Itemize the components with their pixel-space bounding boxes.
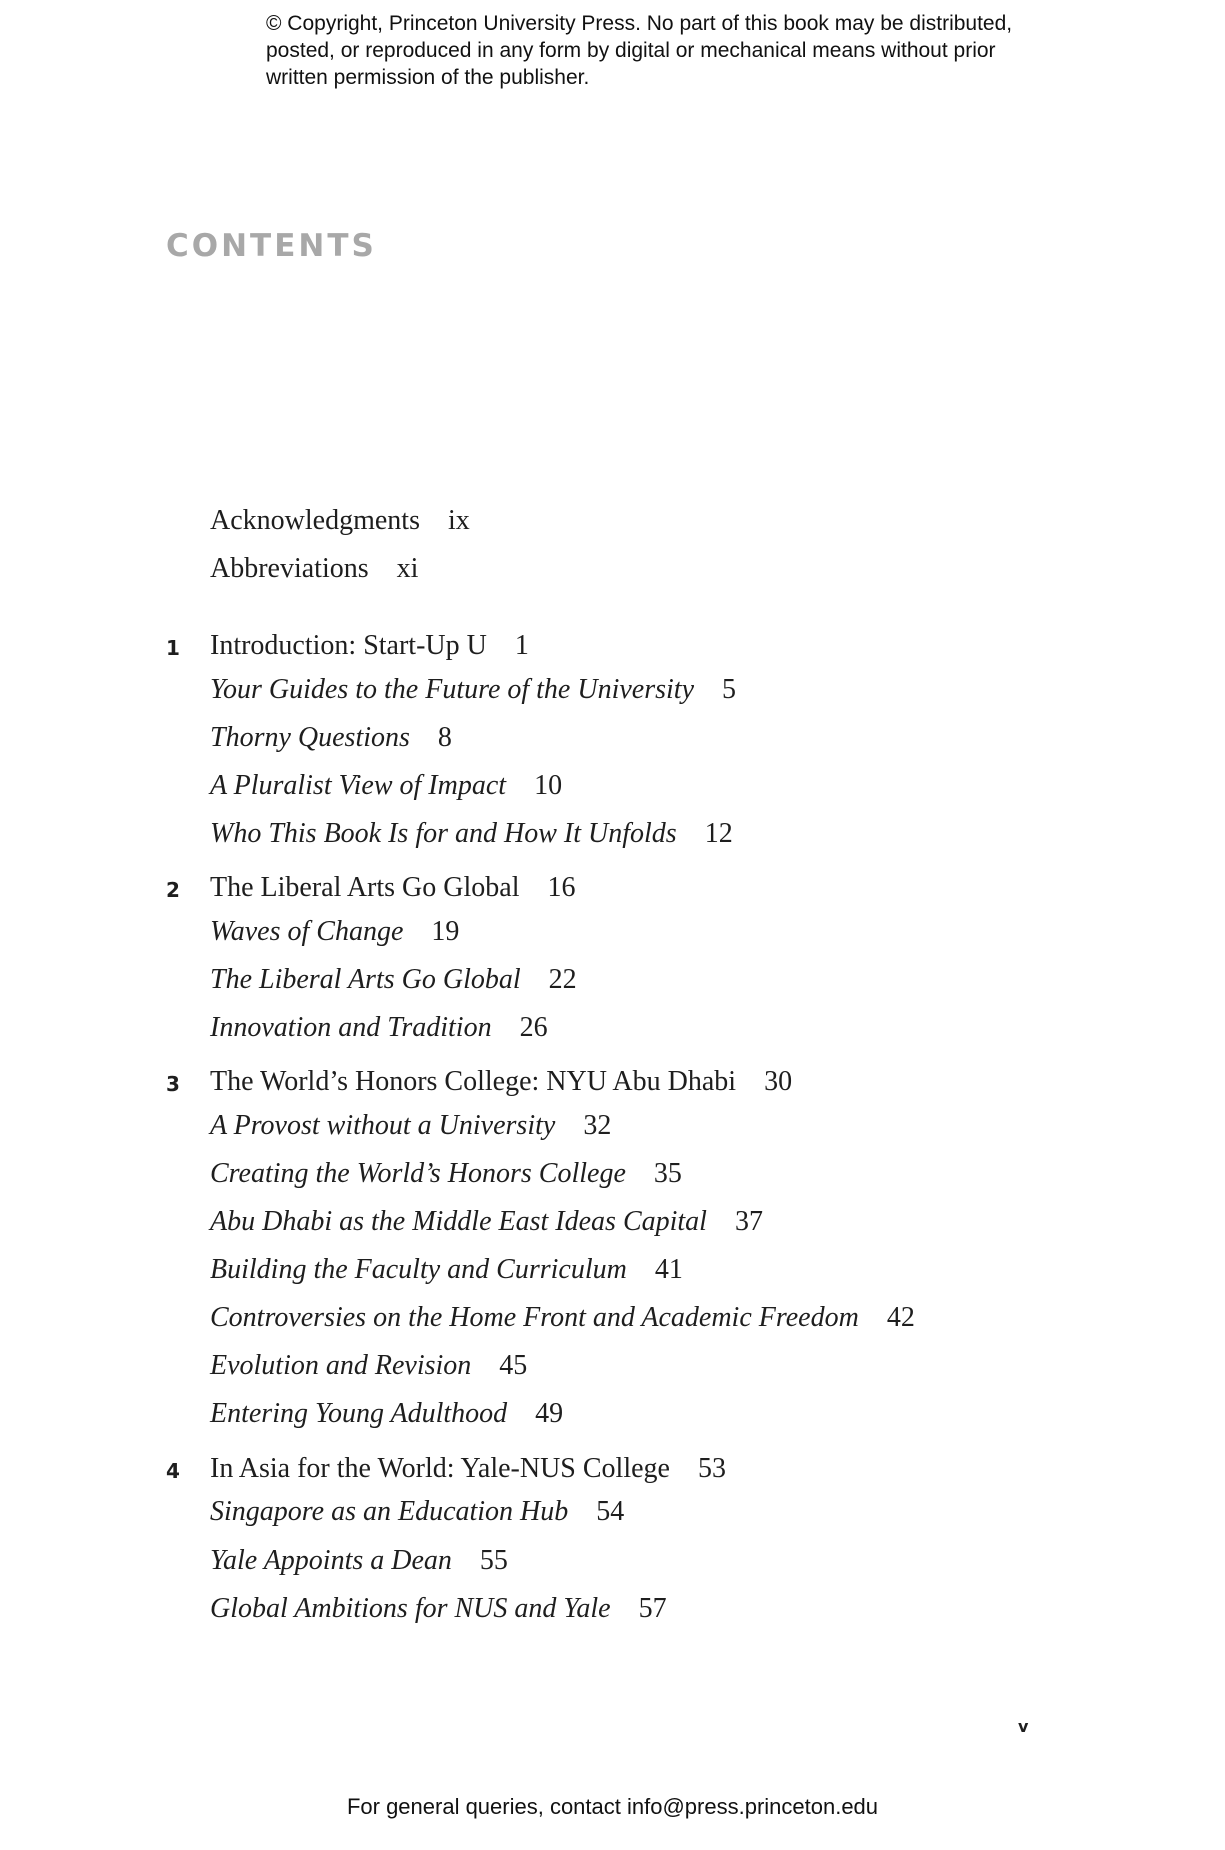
- toc-section-title: Controversies on the Home Front and Academic Freedom: [210, 1302, 859, 1333]
- page-title: CONTENTS: [166, 228, 377, 264]
- toc-section[interactable]: [210, 1012, 548, 1044]
- toc-chapter-3[interactable]: [210, 1066, 792, 1098]
- toc-page-number: 49: [535, 1398, 564, 1429]
- toc-section-title: Creating the World’s Honors College: [210, 1158, 626, 1189]
- toc-page-number: 8: [437, 722, 452, 753]
- toc-section-title: Innovation and Tradition: [210, 1012, 492, 1043]
- toc-page-number: 42: [886, 1302, 915, 1333]
- toc-section-title: Yale Appoints a Dean: [210, 1545, 452, 1576]
- toc-page-number: 16: [547, 872, 576, 903]
- toc-entry-acknowledgments[interactable]: [210, 505, 470, 537]
- toc-section-title: Evolution and Revision: [210, 1350, 472, 1381]
- toc-page-number: 41: [654, 1254, 683, 1285]
- toc-section-title: Building the Faculty and Curriculum: [210, 1254, 627, 1285]
- toc-chapter-1[interactable]: [210, 630, 529, 662]
- toc-page-number: xi: [396, 553, 419, 584]
- toc-section-title: Waves of Change: [210, 916, 404, 947]
- toc-section-title: Thorny Questions: [210, 722, 410, 753]
- footer-contact: For general queries, contact info@press.princeton.edu: [346, 1794, 879, 1819]
- chapter-number: 4: [166, 1459, 180, 1483]
- toc-section[interactable]: [210, 1158, 682, 1190]
- toc-section-title: A Provost without a University: [210, 1110, 556, 1141]
- toc-section[interactable]: [210, 1254, 683, 1286]
- chapter-number: 2: [166, 878, 180, 902]
- toc-chapter-title: Introduction: Start-Up U: [210, 630, 487, 661]
- toc-chapter-title: The Liberal Arts Go Global: [210, 872, 520, 903]
- toc-section[interactable]: [210, 1302, 915, 1334]
- toc-entry-title: Abbreviations: [210, 553, 369, 584]
- toc-page-number: 35: [653, 1158, 682, 1189]
- copyright-notice: © Copyright, Princeton University Press. No part of this book may be distributed, posted, or reproduced in any form by digital or mechanical means without prior written permission of the publisher.: [266, 12, 1013, 89]
- toc-page-number: 45: [499, 1350, 528, 1381]
- toc-chapter-4[interactable]: [210, 1453, 726, 1485]
- toc-section[interactable]: [210, 916, 459, 948]
- toc-section[interactable]: [210, 964, 577, 996]
- toc-section[interactable]: [210, 1206, 763, 1238]
- toc-page-number: 12: [704, 818, 733, 849]
- toc-section[interactable]: [210, 722, 452, 754]
- toc-section[interactable]: [210, 1110, 611, 1142]
- toc-page-number: 55: [479, 1545, 508, 1576]
- toc-page-number: 19: [431, 916, 460, 947]
- chapter-number: 1: [166, 636, 180, 660]
- toc-page-number: ix: [447, 505, 470, 536]
- toc-page-number: 57: [638, 1593, 667, 1624]
- toc-section-title: A Pluralist View of Impact: [210, 770, 507, 801]
- toc-section[interactable]: [210, 1398, 563, 1430]
- toc-section[interactable]: [210, 674, 736, 706]
- toc-section[interactable]: [210, 1496, 624, 1528]
- toc-entry-title: Acknowledgments: [210, 505, 420, 536]
- toc-section[interactable]: [210, 818, 733, 850]
- toc-section[interactable]: [210, 1593, 667, 1625]
- toc-chapter-title: In Asia for the World: Yale-NUS College: [210, 1453, 670, 1484]
- toc-page-number: 30: [764, 1066, 793, 1097]
- toc-page-number: 10: [534, 770, 563, 801]
- toc-section[interactable]: [210, 1350, 527, 1382]
- page-folio: v: [1018, 1717, 1029, 1736]
- toc-page-number: 22: [548, 964, 577, 995]
- toc-page-number: 1: [514, 630, 529, 661]
- toc-page-number: 26: [519, 1012, 548, 1043]
- toc-section-title: Global Ambitions for NUS and Yale: [210, 1593, 611, 1624]
- toc-page-number: 53: [697, 1453, 726, 1484]
- chapter-number: 3: [166, 1072, 180, 1096]
- toc-section-title: Entering Young Adulthood: [210, 1398, 508, 1429]
- toc-section-title: Who This Book Is for and How It Unfolds: [210, 818, 677, 849]
- toc-page-number: 54: [596, 1496, 625, 1527]
- toc-entry-abbreviations[interactable]: [210, 553, 418, 585]
- toc-section[interactable]: [210, 770, 562, 802]
- toc-section-title: Your Guides to the Future of the University: [210, 674, 694, 705]
- toc-chapter-title: The World’s Honors College: NYU Abu Dhabi: [210, 1066, 737, 1097]
- toc-section-title: Abu Dhabi as the Middle East Ideas Capital: [210, 1206, 707, 1237]
- toc-page-number: 37: [734, 1206, 763, 1237]
- toc-section-title: Singapore as an Education Hub: [210, 1496, 569, 1527]
- toc-section-title: The Liberal Arts Go Global: [210, 964, 521, 995]
- toc-page-number: 5: [722, 674, 736, 705]
- toc-chapter-2[interactable]: [210, 872, 575, 904]
- toc-page-number: 32: [583, 1110, 612, 1141]
- toc-section[interactable]: [210, 1545, 508, 1577]
